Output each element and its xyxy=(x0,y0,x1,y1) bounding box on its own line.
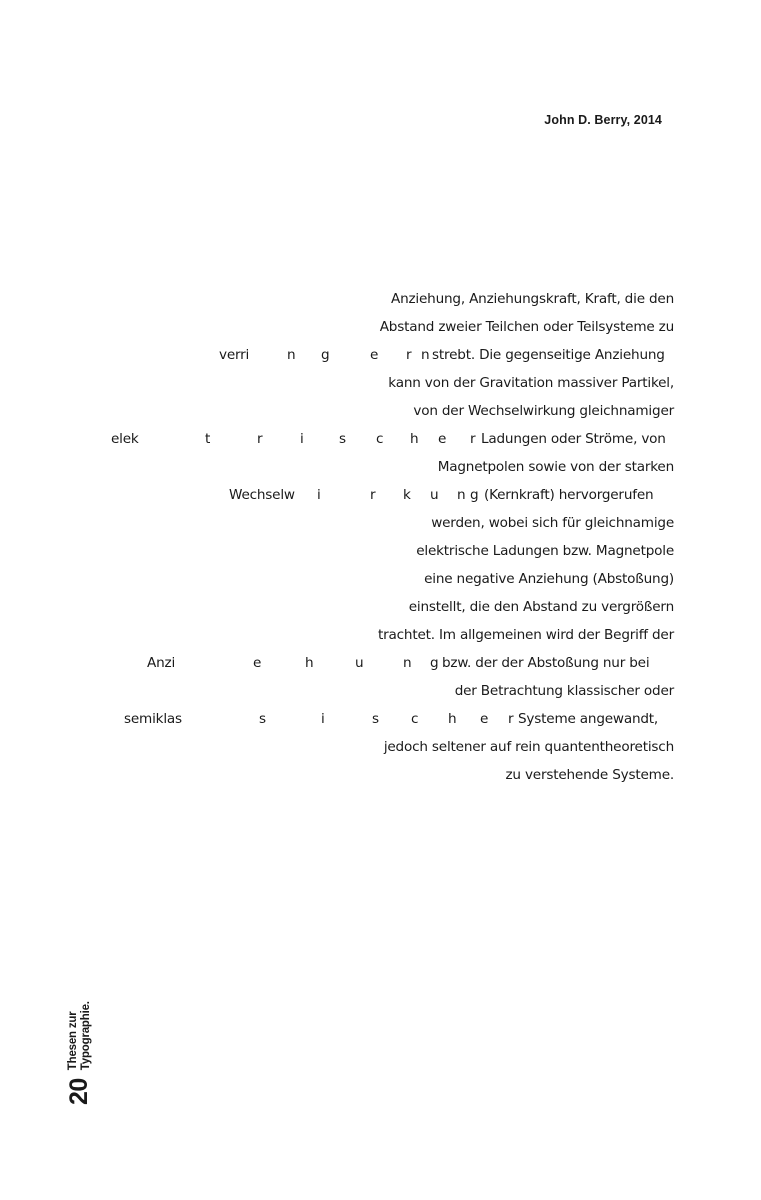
series-title-line-2: Typographie. xyxy=(79,1001,92,1071)
spread-letter: s xyxy=(259,711,266,727)
line-rest: bzw. der der Abstoßung nur bei xyxy=(442,655,650,671)
spread-letter: r xyxy=(406,347,412,363)
poem-line-10: elektrische Ladungen bzw. Magnetpole xyxy=(416,543,674,559)
spread-letter: i xyxy=(300,431,304,447)
spread-letter: semiklas xyxy=(124,711,182,727)
spread-letter: elek xyxy=(111,431,139,447)
spread-letter: r xyxy=(370,487,376,503)
spread-letter: i xyxy=(317,487,321,503)
poem-line-18: zu verstehende Systeme. xyxy=(505,767,674,783)
poem-line-6 xyxy=(0,425,761,453)
series-title xyxy=(67,1001,92,1070)
spread-letter: verri xyxy=(219,347,250,363)
spread-letter: r xyxy=(508,711,514,727)
spread-letter: Wechselw xyxy=(229,487,295,503)
spread-letter: n xyxy=(457,487,466,503)
spread-letter: g xyxy=(470,487,479,503)
spread-letter: g xyxy=(321,347,330,363)
poem-line-4: kann von der Gravitation massiver Partikel, xyxy=(388,375,674,391)
poem-line-14 xyxy=(0,649,761,677)
poem-line-8 xyxy=(0,481,761,509)
line-rest: Ladungen oder Ströme, von xyxy=(481,431,666,447)
poem-line-13: trachtet. Im allgemeinen wird der Begriff der xyxy=(377,627,674,643)
spread-letter: e xyxy=(370,347,379,363)
poem-line-16 xyxy=(0,705,761,733)
spread-letter: h xyxy=(410,431,419,447)
line-rest: strebt. Die gegenseitige Anziehung xyxy=(432,347,665,363)
poem-line-11: eine negative Anziehung (Abstoßung) xyxy=(424,571,674,587)
spread-letter: h xyxy=(305,655,314,671)
spread-letter: k xyxy=(403,487,411,503)
poem-line-9: werden, wobei sich für gleichnamige xyxy=(431,515,674,531)
spread-letter: e xyxy=(253,655,262,671)
poem-line-5: von der Wechselwirkung gleichnamiger xyxy=(413,403,674,419)
spread-letter: c xyxy=(411,711,419,727)
spread-letter: n xyxy=(403,655,412,671)
spread-letter: e xyxy=(480,711,489,727)
page-number: 20 xyxy=(65,1078,93,1105)
poem-line-15: der Betrachtung klassischer oder xyxy=(454,683,674,699)
spread-letter: r xyxy=(470,431,476,447)
spread-letter: Anzi xyxy=(147,655,176,671)
spread-letter: c xyxy=(376,431,384,447)
line-rest: (Kernkraft) hervorgerufen xyxy=(484,487,654,503)
spread-letter: t xyxy=(205,431,211,447)
spread-letter: h xyxy=(448,711,457,727)
spread-letter: r xyxy=(257,431,263,447)
spread-letter: e xyxy=(438,431,447,447)
line-rest: Systeme angewandt, xyxy=(518,711,659,727)
spread-letter: s xyxy=(372,711,379,727)
poem-line-7: Magnetpolen sowie von der starken xyxy=(437,459,674,475)
spread-letter: i xyxy=(321,711,325,727)
poem-line-17: jedoch seltener auf rein quantentheoretisch xyxy=(383,739,674,755)
author-credit: John D. Berry, 2014 xyxy=(544,113,662,127)
poem-line-1: Anziehung, Anziehungskraft, Kraft, die den xyxy=(390,291,674,307)
spread-letter: u xyxy=(355,655,364,671)
poem-line-3 xyxy=(0,341,761,369)
series-title-line-1: Thesen zur xyxy=(67,1011,79,1071)
spread-letter: u xyxy=(430,487,439,503)
spread-letter: s xyxy=(339,431,346,447)
poem-line-2: Abstand zweier Teilchen oder Teilsysteme zu xyxy=(379,319,674,335)
spread-letter: g xyxy=(430,655,439,671)
poem-line-12: einstellt, die den Abstand zu vergrößern xyxy=(408,599,674,615)
spread-letter: n xyxy=(287,347,296,363)
spread-letter: n xyxy=(421,347,430,363)
page-footer xyxy=(64,1001,94,1105)
